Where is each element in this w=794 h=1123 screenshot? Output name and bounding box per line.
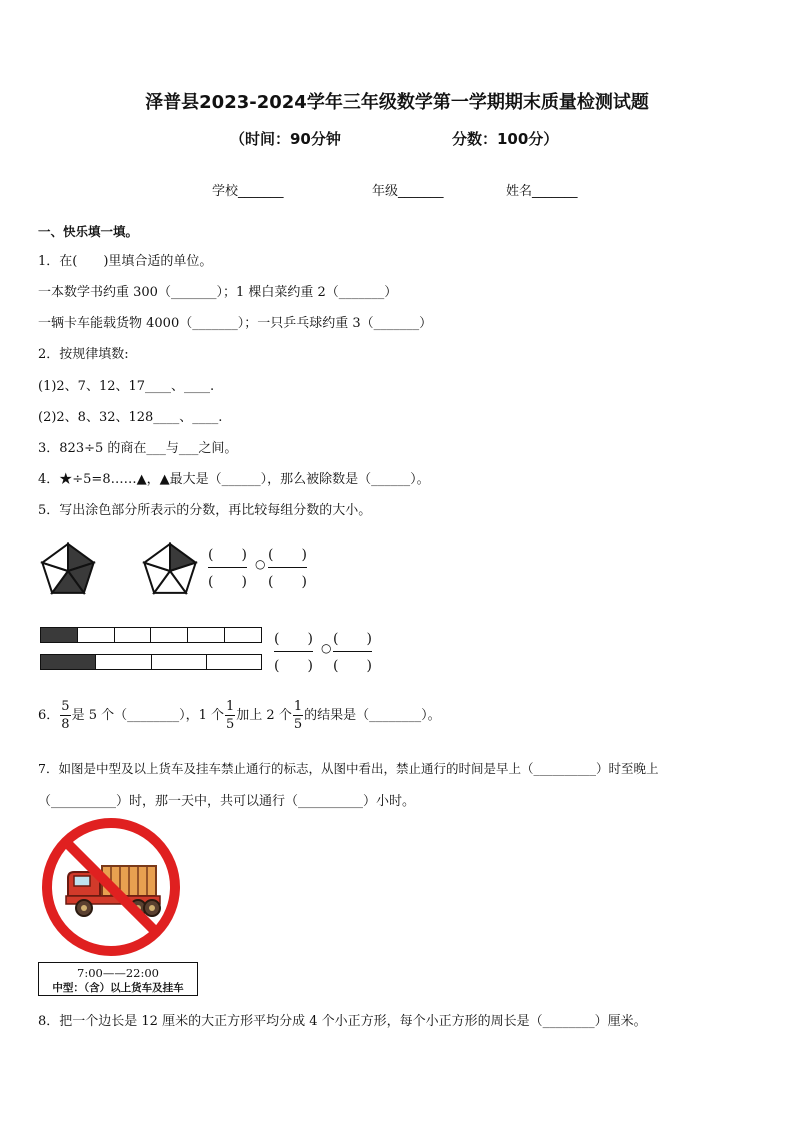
empty-cell (96, 655, 151, 669)
exam-time: （时间：90分钟 (230, 130, 341, 148)
fraction-bar-1 (40, 627, 262, 643)
q6-mid2: 加上 2 个 (236, 708, 292, 723)
blank-denominator: ( ) (268, 574, 307, 590)
empty-cell (225, 628, 261, 642)
fraction-1-5-a (225, 700, 235, 731)
blank-denominator: ( ) (274, 658, 313, 674)
denominator: 5 (226, 717, 235, 732)
q1-line2: 一辆卡车能载货物 4000（_______）；一只乒乓球约重 3（_______） (38, 316, 433, 331)
q6-mid1: 是 5 个（________），1 个 (71, 708, 225, 723)
exam-score: 分数：100分） (452, 130, 559, 148)
denominator: 8 (61, 717, 70, 732)
section-heading: 一、快乐填一填。 (38, 224, 139, 239)
fraction-1-5-b (293, 700, 303, 731)
blank-denominator: ( ) (208, 574, 247, 590)
blank-fraction-1 (208, 544, 247, 591)
grade-field: 年级_______ (372, 184, 444, 199)
q6-line (38, 700, 441, 731)
sign-time: 7:00——22:00 (77, 966, 159, 980)
empty-cell (78, 628, 115, 642)
blank-numerator: ( ) (208, 544, 247, 568)
blank-fraction-4 (333, 628, 372, 675)
q1-line1: 一本数学书约重 300（_______）；1 棵白菜约重 2（_______） (38, 285, 398, 300)
empty-cell (151, 628, 188, 642)
q7-line2: （__________）时，那一天中，共可以通行（__________）小时。 (38, 794, 416, 809)
numerator: 5 (61, 699, 70, 714)
compare-circle-1: ○ (255, 557, 266, 571)
empty-cell (188, 628, 225, 642)
fraction-5-8 (60, 700, 70, 731)
compare-circle-2: ○ (321, 641, 332, 655)
name-field: 姓名_______ (506, 184, 578, 199)
denominator: 5 (293, 717, 303, 732)
sign-description: 中型：（含）以上货车及挂车 (52, 982, 184, 994)
blank-numerator: ( ) (274, 628, 313, 652)
q3-text: 3．823÷5 的商在___与___之间。 (38, 441, 238, 456)
numerator: 1 (293, 699, 303, 714)
exam-title: 泽普县2023-2024学年三年级数学第一学期期末质量检测试题 (145, 92, 649, 113)
sign-info-box (38, 962, 198, 996)
blank-fraction-3 (274, 628, 313, 675)
school-field: 学校_______ (212, 184, 284, 199)
empty-cell (115, 628, 152, 642)
q2-prompt: 2．按规律填数: (38, 347, 129, 362)
empty-cell (152, 655, 207, 669)
q6-prefix: 6． (38, 708, 60, 723)
blank-fraction-2 (268, 544, 307, 591)
pentagon-figure-2 (140, 538, 200, 600)
q5-text: 5．写出涂色部分所表示的分数，再比较每组分数的大小。 (38, 503, 372, 518)
empty-cell (207, 655, 261, 669)
q1-prompt: 1．在( )里填合适的单位。 (38, 254, 213, 269)
numerator: 1 (226, 699, 235, 714)
blank-numerator: ( ) (333, 628, 372, 652)
q8-text: 8．把一个边长是 12 厘米的大正方形平均分成 4 个小正方形，每个小正方形的周长是（________）厘米。 (38, 1014, 647, 1029)
no-truck-sign (38, 814, 184, 960)
fraction-bar-2 (40, 654, 262, 670)
shaded-cell (41, 655, 96, 669)
pentagon-figure-1 (38, 538, 98, 600)
blank-denominator: ( ) (333, 658, 372, 674)
q2-line1: (1)2、7、12、17____、____. (38, 379, 215, 394)
q4-text: 4．★÷5=8……▲，▲最大是（______），那么被除数是（______）。 (38, 472, 430, 487)
blank-numerator: ( ) (268, 544, 307, 568)
shaded-cell (41, 628, 78, 642)
q7-line1: 7．如图是中型及以上货车及挂车禁止通行的标志，从图中看出，禁止通行的时间是早上（__________）时至晚上 (38, 761, 659, 776)
q6-suffix: 的结果是（________）。 (304, 708, 441, 723)
q2-line2: (2)2、8、32、128____、____. (38, 410, 223, 425)
